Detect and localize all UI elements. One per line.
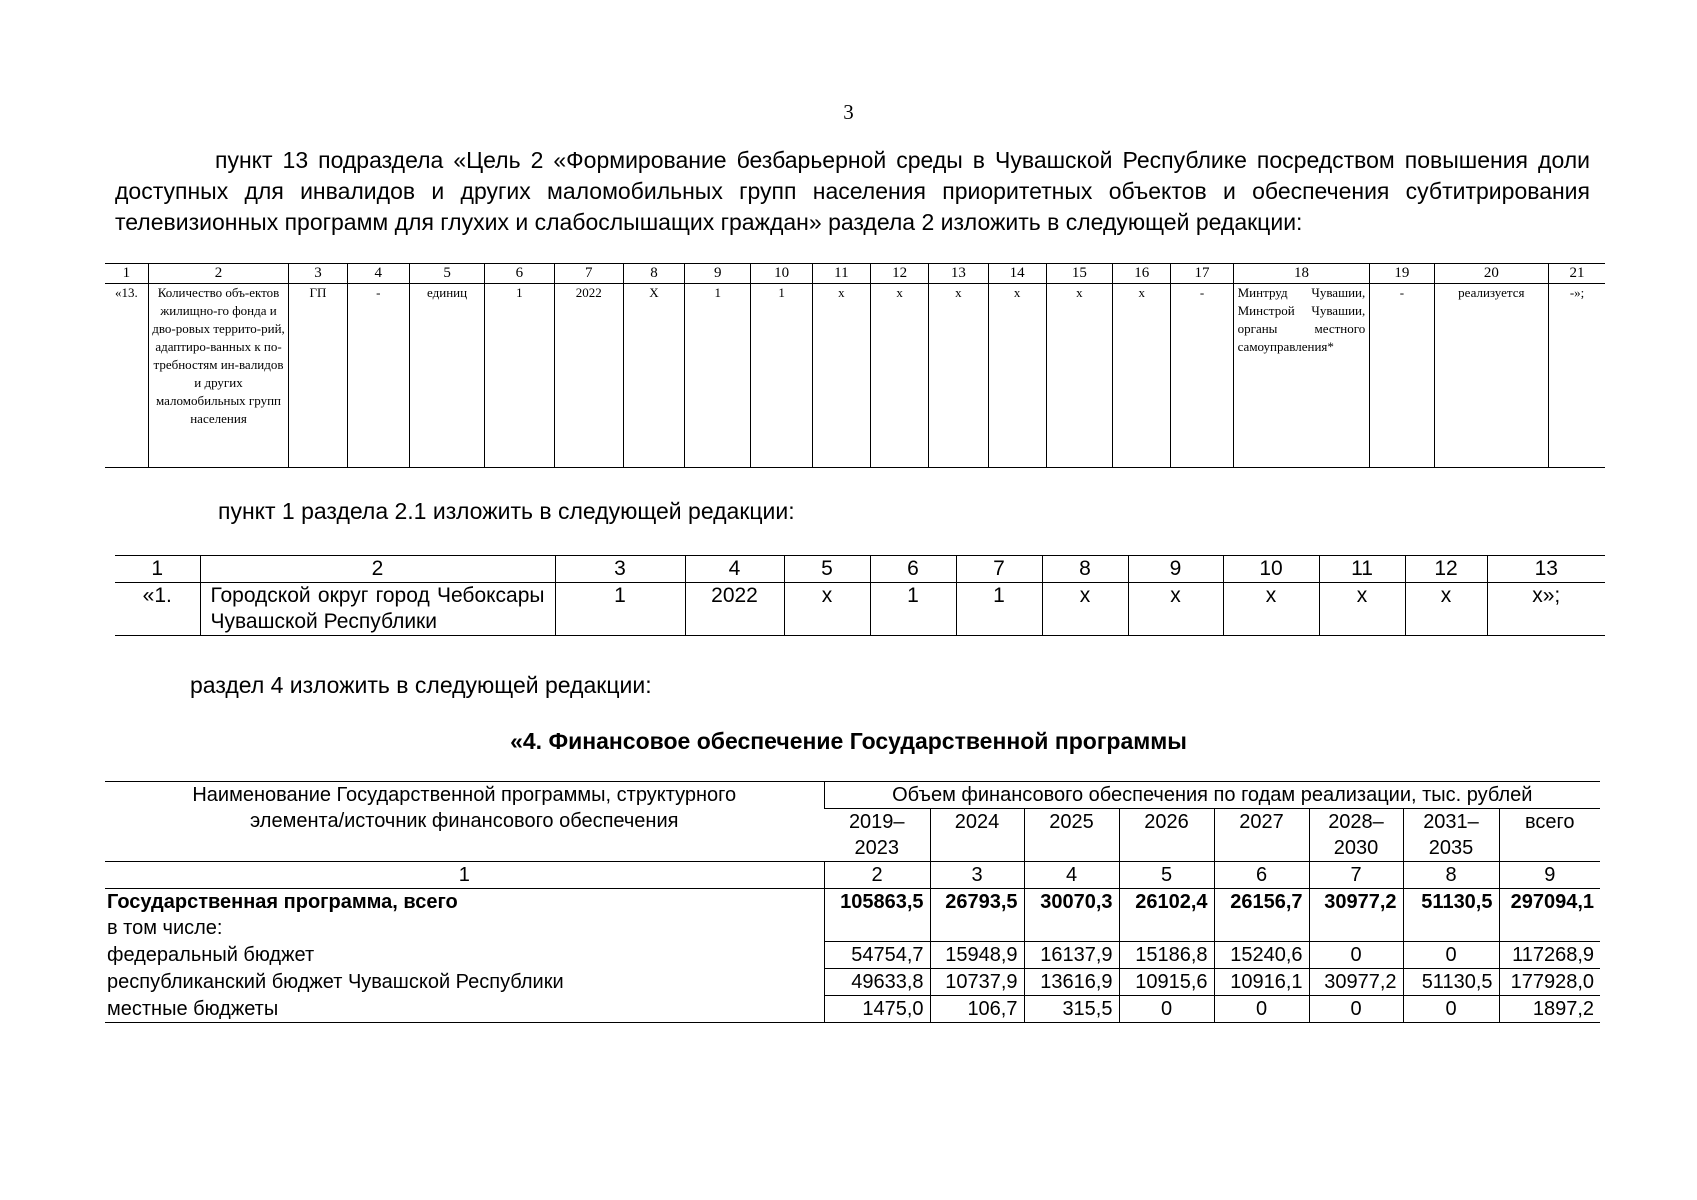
table-cell: 16137,9 (1024, 942, 1119, 969)
col-header: 21 (1549, 264, 1605, 284)
table-cell (824, 915, 930, 942)
table-cell: 0 (1309, 996, 1403, 1023)
col-header: 8 (1042, 556, 1128, 583)
row-label: республиканский бюджет Чувашской Республики (107, 970, 564, 993)
table-cell: 177928,0 (1499, 969, 1600, 996)
col-header: 6 (870, 556, 956, 583)
table-row (105, 942, 1600, 969)
col-header: 11 (1319, 556, 1405, 583)
table-cell: 26156,7 (1214, 889, 1309, 916)
table-cell (930, 915, 1024, 942)
row-label: местные бюджеты (105, 996, 824, 1023)
col-header: 14 (988, 264, 1046, 284)
row-label: федеральный бюджет (107, 943, 315, 966)
col-header: 18 (1233, 264, 1370, 284)
section-heading: «4. Финансовое обеспечение Государственной программы (510, 728, 1187, 754)
year-header: 2025 (1024, 809, 1119, 862)
table-cell: 13616,9 (1024, 969, 1119, 996)
table-cell: 1 (870, 583, 956, 636)
row-label: Государственная программа, всего (107, 891, 458, 913)
col-header: 5 (784, 556, 870, 583)
col-header: 1 (115, 556, 200, 583)
year-header: 2031–2035 (1403, 809, 1499, 862)
table-cell: ГП (289, 284, 347, 468)
table-cell: 0 (1403, 942, 1499, 969)
col-number: 6 (1214, 862, 1309, 889)
year-header: всего (1499, 809, 1600, 862)
col-number: 7 (1309, 862, 1403, 889)
table-cell: 1 (555, 583, 685, 636)
table-cell: - (1370, 284, 1434, 468)
table-cell: 10916,1 (1214, 969, 1309, 996)
table-cell: - (1171, 284, 1233, 468)
table-cell: 51130,5 (1403, 969, 1499, 996)
table-cell: 1897,2 (1499, 996, 1600, 1023)
table-cell: 1475,0 (824, 996, 930, 1023)
table-row (105, 915, 1600, 942)
col-number: 2 (824, 862, 930, 889)
col-header: 9 (685, 264, 751, 284)
col-header: 3 (289, 264, 347, 284)
table-cell: 26793,5 (930, 889, 1024, 916)
table-cell (1403, 915, 1499, 942)
indicator-name-cell: Количество объ-ектов жилищно-го фонда и дво-ровых террито-рий, адаптиро-ванных к по-требностям ин-валидов и других маломобильных групп населения (148, 284, 289, 468)
table-cell: 0 (1309, 942, 1403, 969)
col-header: 19 (1370, 264, 1434, 284)
municipality-name-cell: Городской округ город Чебоксары Чувашской Республики (200, 583, 555, 636)
table-cell: 0 (1403, 996, 1499, 1023)
table-cell: 0 (1214, 996, 1309, 1023)
target-indicators-table (105, 263, 1605, 468)
col-number: 5 (1119, 862, 1214, 889)
col-number: 1 (105, 862, 824, 889)
col-header: 4 (347, 264, 409, 284)
table-cell: 0 (1119, 996, 1214, 1023)
program-name-header: Наименование Государственной программы, структурного элемента/источник финансового обеспечения (105, 782, 824, 862)
table-cell: Х (623, 284, 684, 468)
table-cell: 10915,6 (1119, 969, 1214, 996)
table-row (115, 583, 1605, 636)
col-number: 8 (1403, 862, 1499, 889)
col-header: 7 (956, 556, 1042, 583)
table-cell: -»; (1549, 284, 1605, 468)
year-header: 2019–2023 (824, 809, 930, 862)
table-cell (1214, 915, 1309, 942)
table-cell: х (1128, 583, 1223, 636)
table-cell: х (870, 284, 928, 468)
col-header: 8 (623, 264, 684, 284)
col-header: 13 (929, 264, 988, 284)
col-header: 2 (200, 556, 555, 583)
page-number: 3 (843, 100, 854, 124)
table-cell: х (1042, 583, 1128, 636)
table-cell: х (929, 284, 988, 468)
table-cell (1309, 915, 1403, 942)
col-header: 13 (1487, 556, 1605, 583)
table-cell: 1 (685, 284, 751, 468)
table-row-total (105, 889, 1600, 916)
year-header: 2028–2030 (1309, 809, 1403, 862)
table-cell: 49633,8 (824, 969, 930, 996)
table-cell: х (1223, 583, 1319, 636)
table-cell: 30977,2 (1309, 969, 1403, 996)
table-cell: х (1319, 583, 1405, 636)
col-header: 17 (1171, 264, 1233, 284)
col-header: 2 (148, 264, 289, 284)
paragraph-section-4: раздел 4 изложить в следующей редакции: (190, 672, 652, 698)
table-cell: «1. (115, 583, 200, 636)
table-cell: 15948,9 (930, 942, 1024, 969)
table-cell: х (1405, 583, 1487, 636)
table-cell: единиц (409, 284, 484, 468)
municipal-table (115, 555, 1605, 636)
responsible-executor-cell: Минтруд Чувашии, Минстрой Чувашии, органы местного самоуправления* (1233, 284, 1370, 468)
financing-volume-header: Объем финансового обеспечения по годам реализации, тыс. рублей (824, 782, 1600, 809)
table-cell: 15240,6 (1214, 942, 1309, 969)
col-header: 4 (685, 556, 784, 583)
table-cell (1119, 915, 1214, 942)
table-cell (1024, 915, 1119, 942)
table-cell: «13. (105, 284, 148, 468)
year-header: 2026 (1119, 809, 1214, 862)
year-header: 2027 (1214, 809, 1309, 862)
table-cell: х (988, 284, 1046, 468)
paragraph-section-2-1: пункт 1 раздела 2.1 изложить в следующей редакции: (218, 498, 795, 524)
col-header: 20 (1434, 264, 1549, 284)
col-number: 9 (1499, 862, 1600, 889)
table-cell: 2022 (554, 284, 623, 468)
col-header: 9 (1128, 556, 1223, 583)
table-cell: 105863,5 (824, 889, 930, 916)
table-cell: - (347, 284, 409, 468)
financing-table (105, 781, 1600, 1023)
col-header: 15 (1046, 264, 1112, 284)
col-header: 10 (751, 264, 812, 284)
table-cell: 117268,9 (1499, 942, 1600, 969)
col-header: 11 (812, 264, 870, 284)
col-header: 10 (1223, 556, 1319, 583)
row-label: в том числе: (107, 917, 223, 939)
table-cell: 51130,5 (1403, 889, 1499, 916)
table-cell (1499, 915, 1600, 942)
col-header: 7 (554, 264, 623, 284)
table-cell: 15186,8 (1119, 942, 1214, 969)
col-header: 12 (1405, 556, 1487, 583)
year-header: 2024 (930, 809, 1024, 862)
table-cell: 1 (485, 284, 554, 468)
table-cell: х (1113, 284, 1171, 468)
col-header: 5 (409, 264, 484, 284)
table-row (105, 969, 1600, 996)
table-cell: х (1046, 284, 1112, 468)
table-cell: 315,5 (1024, 996, 1119, 1023)
table-cell: 10737,9 (930, 969, 1024, 996)
table-cell: х (812, 284, 870, 468)
col-header: 12 (870, 264, 928, 284)
table-cell: х»; (1487, 583, 1605, 636)
table-row (105, 996, 1600, 1023)
table-cell: 2022 (685, 583, 784, 636)
table-cell: 26102,4 (1119, 889, 1214, 916)
col-header: 3 (555, 556, 685, 583)
col-header: 16 (1113, 264, 1171, 284)
table-cell: 106,7 (930, 996, 1024, 1023)
table-cell: реализуется (1434, 284, 1549, 468)
table-cell: х (784, 583, 870, 636)
table-cell: 297094,1 (1499, 889, 1600, 916)
table-cell: 1 (751, 284, 812, 468)
col-number: 3 (930, 862, 1024, 889)
intro-paragraph: пункт 13 подраздела «Цель 2 «Формирование безбарьерной среды в Чувашской Республике посредством повышения доли доступных для инвалидов и других маломобильных групп населения приоритетных объектов и обеспечения субтитрирования телевизионных программ для глухих и слабослышащих граждан» раздела 2 изложить в следующей редакции: (115, 147, 1590, 235)
table-cell: 30977,2 (1309, 889, 1403, 916)
table-cell: 1 (956, 583, 1042, 636)
table-cell: 30070,3 (1024, 889, 1119, 916)
col-header: 1 (105, 264, 148, 284)
col-number: 4 (1024, 862, 1119, 889)
col-header: 6 (485, 264, 554, 284)
table-cell: 54754,7 (824, 942, 930, 969)
table-row (105, 284, 1605, 468)
